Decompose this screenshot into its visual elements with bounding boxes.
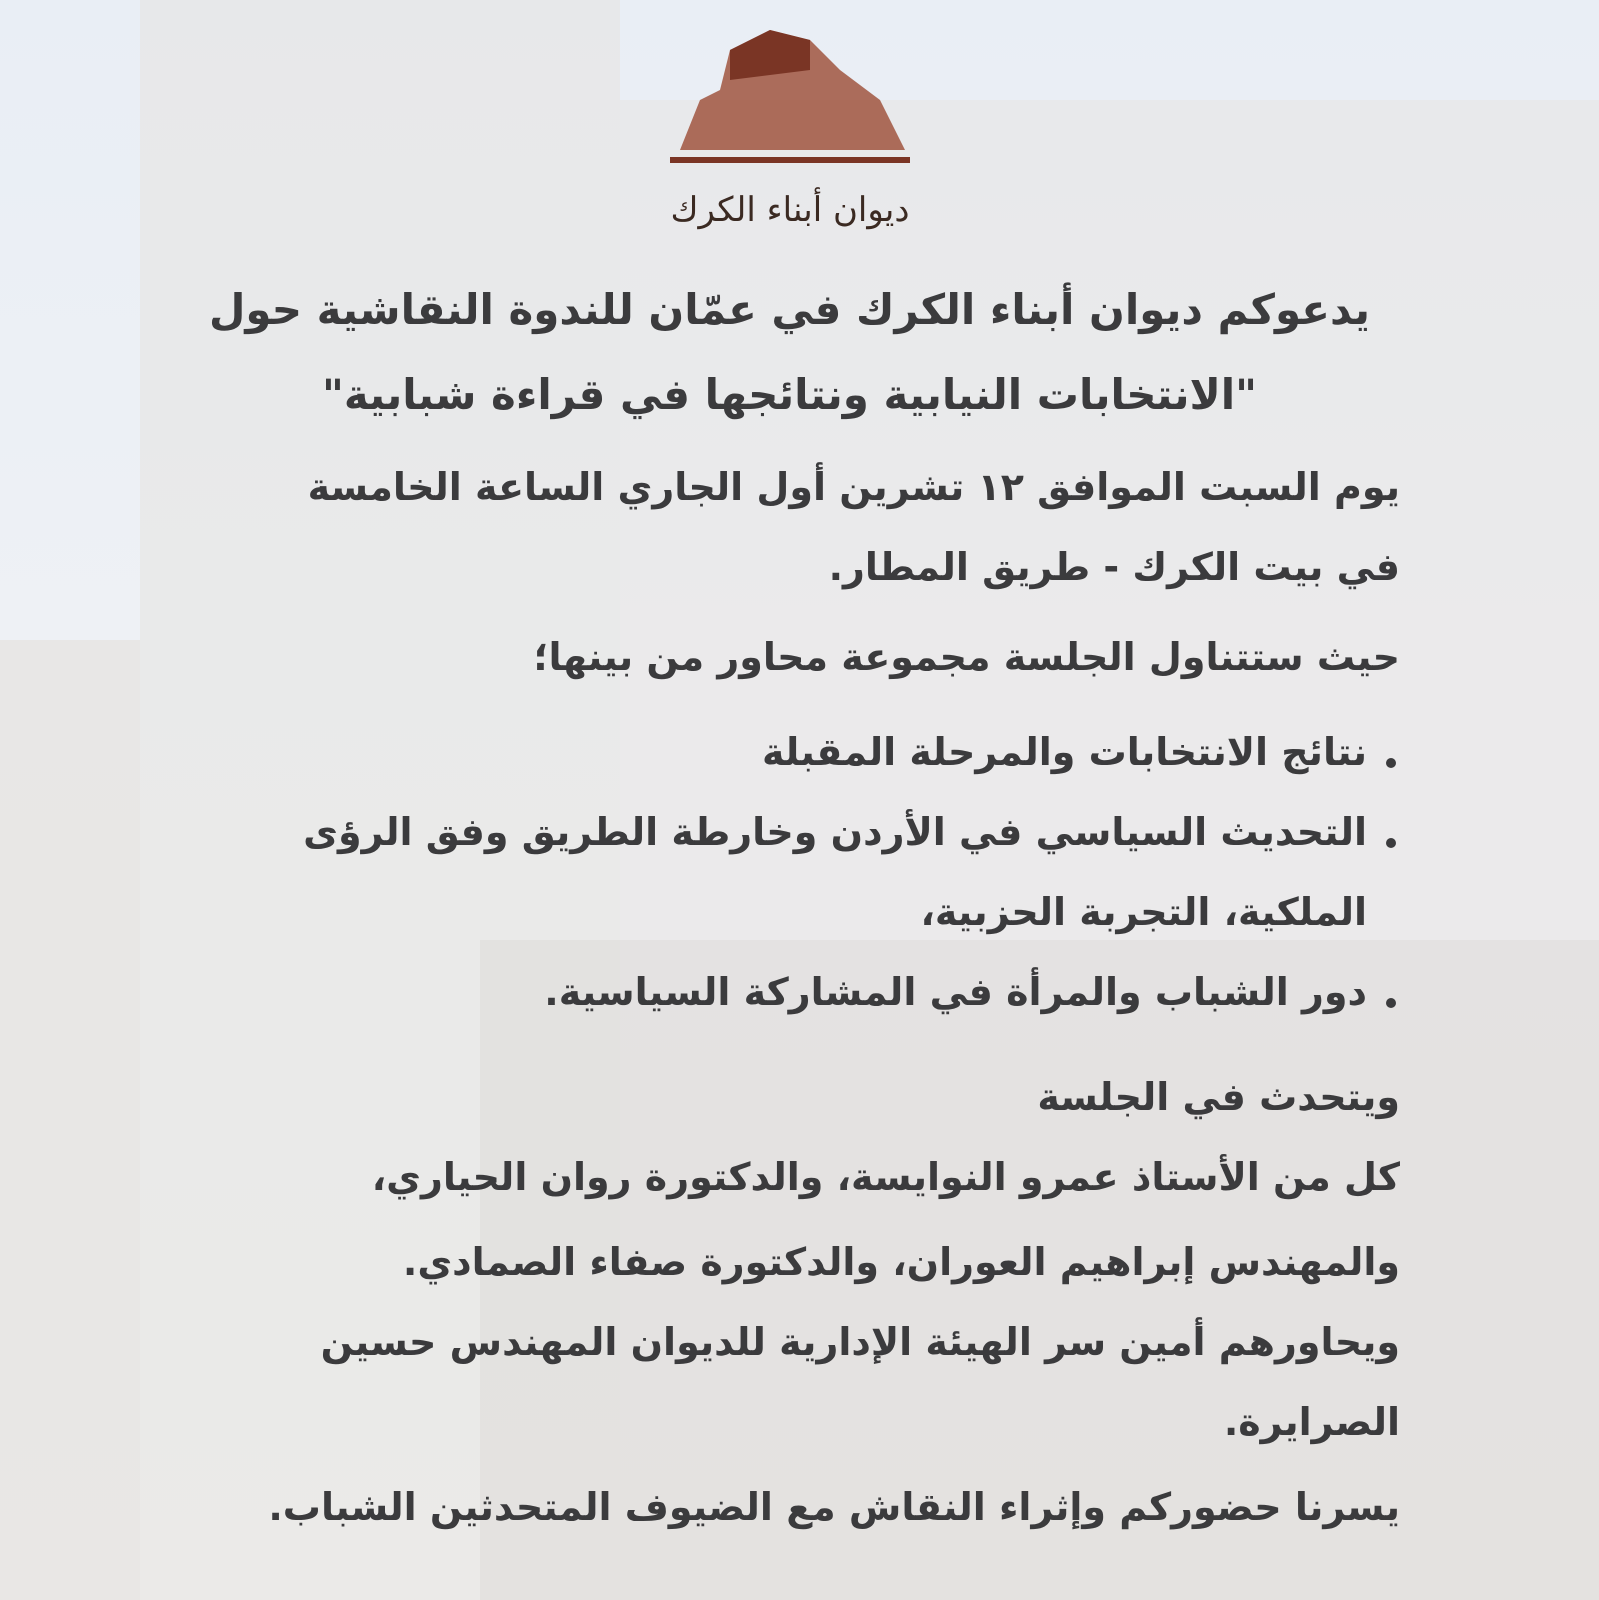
topic-item: نتائج الانتخابات والمرحلة المقبلة <box>761 730 1367 774</box>
title-line-1: يدعوكم ديوان أبناء الكرك في عمّان للندوة النقاشية حول <box>208 285 1370 334</box>
date-line: يوم السبت الموافق ١٢ تشرين أول الجاري الساعة الخامسة <box>307 465 1400 509</box>
bullet-icon <box>1386 998 1396 1008</box>
castle-icon <box>660 10 920 180</box>
bullet-icon <box>1386 838 1396 848</box>
topic-item: دور الشباب والمرأة في المشاركة السياسية. <box>544 970 1367 1014</box>
speakers-intro: ويتحدث في الجلسة <box>1037 1075 1400 1119</box>
topic-item: التحديث السياسي في الأردن وخارطة الطريق وفق الرؤى <box>303 810 1367 854</box>
moderator-line-1: ويحاورهم أمين سر الهيئة الإدارية للديوان المهندس حسين <box>320 1320 1400 1364</box>
moderator-line-2: الصرايرة. <box>1223 1400 1400 1444</box>
place-line: في بيت الكرك - طريق المطار. <box>828 545 1400 589</box>
speakers-line-2: والمهندس إبراهيم العوران، والدكتورة صفاء الصمادي. <box>402 1240 1400 1284</box>
logo <box>660 10 920 250</box>
title-line-2: "الانتخابات النيابية ونتائجها في قراءة شبابية" <box>321 370 1258 419</box>
topics-intro: حيث ستتناول الجلسة مجموعة محاور من بينها؛ <box>533 635 1400 679</box>
bullet-icon <box>1386 758 1396 768</box>
topic-item-continued: الملكية، التجربة الحزبية، <box>920 890 1367 934</box>
closing-line: يسرنا حضوركم وإثراء النقاش مع الضيوف المتحدثين الشباب. <box>268 1485 1400 1529</box>
logo-text: ديوان أبناء الكرك <box>670 190 910 230</box>
speakers-line-1: كل من الأستاذ عمرو النوايسة، والدكتورة روان الحياري، <box>371 1155 1400 1199</box>
